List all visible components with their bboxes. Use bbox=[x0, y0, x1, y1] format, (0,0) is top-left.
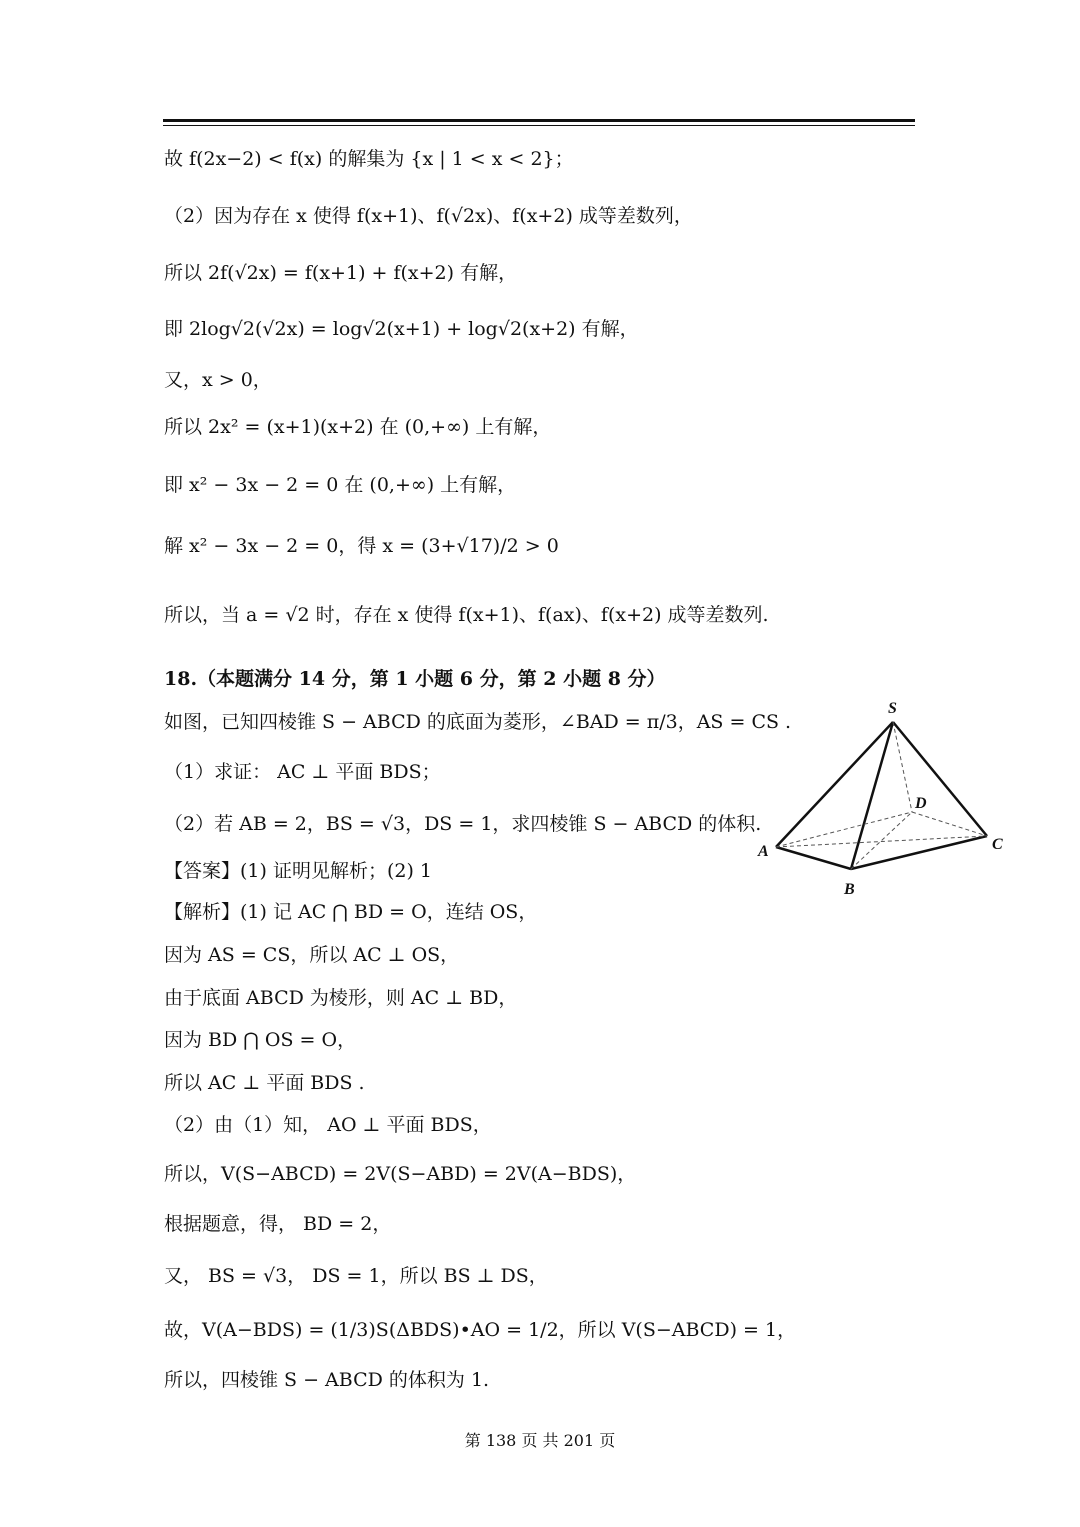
label-S: S bbox=[888, 700, 897, 717]
part2-line-6: 即 x² − 3x − 2 = 0 在 (0,+∞) 上有解， bbox=[164, 474, 517, 496]
label-B: B bbox=[844, 881, 855, 898]
problem18-q1: （1）求证： AC ⊥ 平面 BDS； bbox=[164, 761, 441, 783]
analysis-line-8: 根据题意，得， BD = 2， bbox=[164, 1213, 392, 1235]
edge-AB bbox=[776, 847, 851, 869]
part2-line-2: 所以 2f(√2x) = f(x+1) + f(x+2) 有解， bbox=[164, 262, 518, 284]
header-rule-thick bbox=[163, 119, 915, 122]
analysis-line-9: 又， BS = √3， DS = 1，所以 BS ⊥ DS， bbox=[164, 1265, 548, 1287]
analysis-line-1: 【解析】(1) 记 AC ⋂ BD = O，连结 OS， bbox=[164, 901, 538, 923]
part2-line-1: （2）因为存在 x 使得 f(x+1)、f(√2x)、f(x+2) 成等差数列， bbox=[164, 205, 693, 227]
part2-line-4: 又，x > 0， bbox=[164, 369, 272, 391]
edge-SD bbox=[893, 722, 912, 812]
page-footer: 第 138 页 共 201 页 bbox=[464, 1431, 616, 1450]
pyramid-figure bbox=[752, 696, 1022, 906]
analysis-line-3: 由于底面 ABCD 为棱形，则 AC ⊥ BD， bbox=[164, 987, 518, 1009]
edge-AD bbox=[776, 812, 912, 847]
analysis-line-4: 因为 BD ⋂ OS = O， bbox=[164, 1029, 357, 1051]
analysis-line-11: 所以，四棱锥 S − ABCD 的体积为 1. bbox=[164, 1369, 490, 1391]
part2-line-5: 所以 2x² = (x+1)(x+2) 在 (0,+∞) 上有解， bbox=[164, 416, 552, 438]
analysis-line-5: 所以 AC ⊥ 平面 BDS . bbox=[164, 1072, 365, 1094]
edge-BC bbox=[851, 836, 987, 869]
problem18-answer: 【答案】(1) 证明见解析；(2) 1 bbox=[164, 860, 432, 882]
part1-conclusion: 故 f(2x−2) < f(x) 的解集为 {x | 1 < x < 2}； bbox=[164, 148, 574, 170]
analysis-line-7: 所以，V(S−ABCD) = 2V(S−ABD) = 2V(A−BDS)， bbox=[164, 1163, 637, 1185]
diagonal-AC bbox=[776, 836, 987, 847]
header-rule-thin bbox=[163, 125, 915, 126]
label-D: D bbox=[915, 795, 927, 812]
analysis-line-10: 故，V(A−BDS) = (1/3)S(ΔBDS)•AO = 1/2，所以 V(S−ABCD) = 1， bbox=[164, 1319, 797, 1341]
problem18-q2: （2）若 AB = 2，BS = √3，DS = 1，求四棱锥 S − ABCD 的体积. bbox=[164, 813, 762, 835]
analysis-line-6: （2）由（1）知， AO ⊥ 平面 BDS， bbox=[164, 1114, 492, 1136]
edge-SC bbox=[893, 722, 987, 836]
problem18-heading: 18.（本题满分 14 分，第 1 小题 6 分，第 2 小题 8 分） bbox=[164, 668, 666, 690]
label-A: A bbox=[758, 843, 769, 860]
analysis-line-2: 因为 AS = CS，所以 AC ⊥ OS， bbox=[164, 944, 460, 966]
label-C: C bbox=[992, 836, 1003, 853]
problem18-statement: 如图，已知四棱锥 S − ABCD 的底面为菱形，∠BAD = π/3，AS = CS . bbox=[164, 711, 792, 733]
part2-line-8: 所以，当 a = √2 时，存在 x 使得 f(x+1)、f(ax)、f(x+2) 成等差数列. bbox=[164, 604, 769, 626]
part2-line-7: 解 x² − 3x − 2 = 0，得 x = (3+√17)/2 > 0 bbox=[164, 535, 559, 557]
part2-line-3: 即 2log√2(√2x) = log√2(x+1) + log√2(x+2) 有解， bbox=[164, 318, 639, 340]
